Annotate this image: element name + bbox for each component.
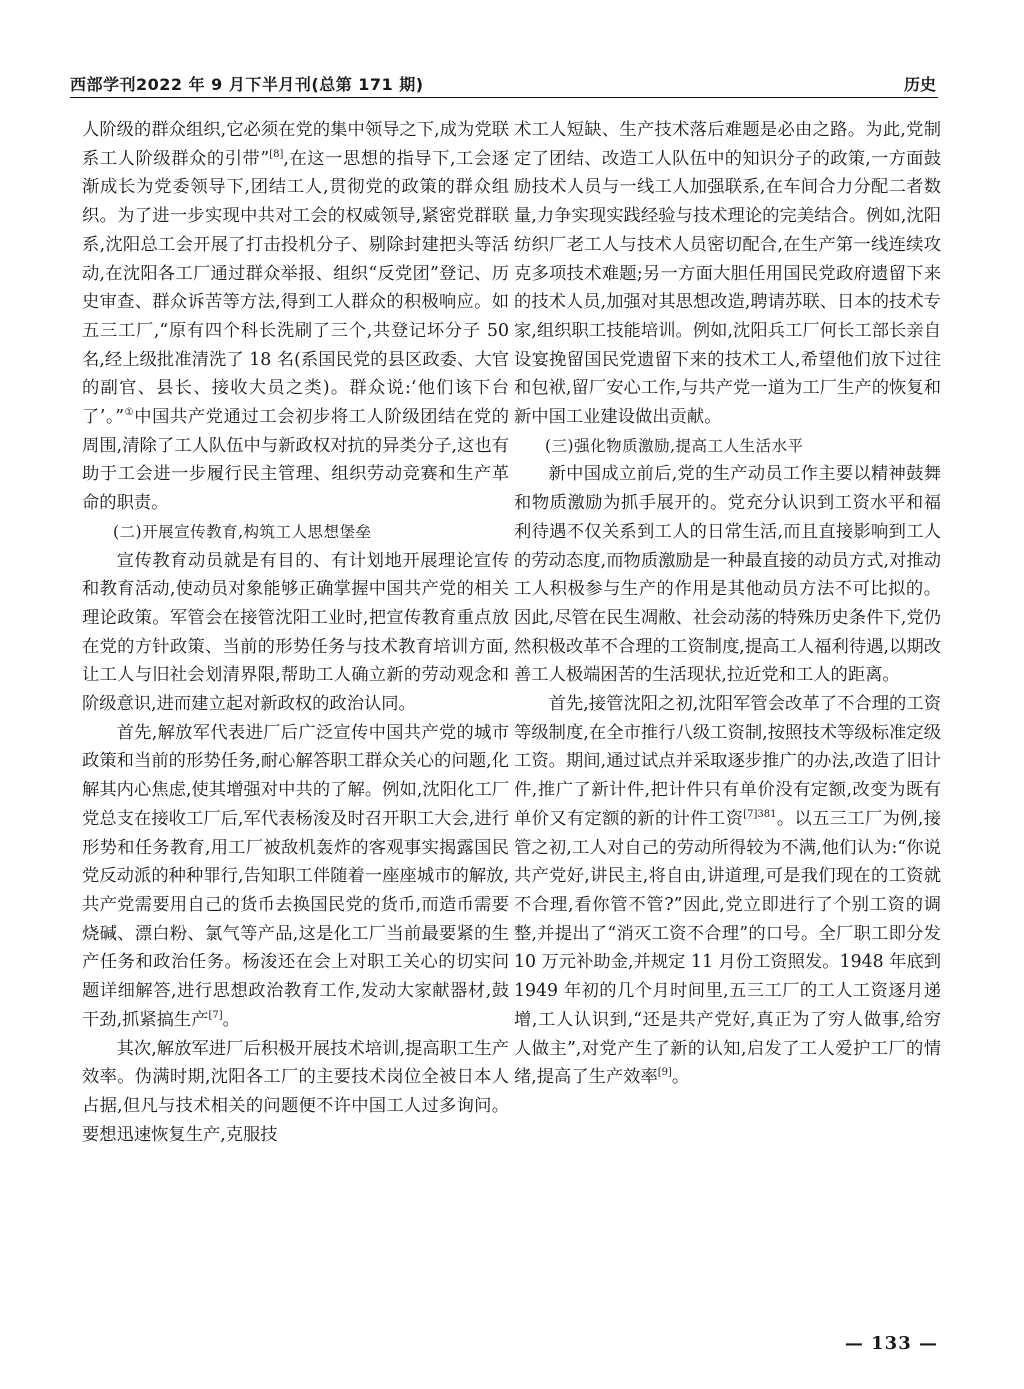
right-column [514,116,941,1092]
text-run: 术工人短缺、生产技术落后难题是必由之路。为此,党制定了团结、改造工人队伍中的知识分子的政策,一方面鼓励技术人员与一线工人加强联系,在车间合力分配二者数量,力争实现实践经验与技术理论的完美结合。例如,沈阳纺织厂老工人与技术人员密切配合,在生产第一线连续攻克多项技术难题;另一方面大胆任用国民党政府遗留下来的技术人员,加强对其思想改造,聘请苏联、日本的技术专家,组织职工技能培训。例如,沈阳兵工厂何长工部长亲自设宴挽留国民党遗留下来的技术工人,希望他们放下过往和包袱,留厂安心工作,与共产党一道为工厂生产的恢复和新中国工业建设做出贡献。 [514,120,941,428]
text-run: 中国共产党通过工会初步将工人阶级团结在党的周围,清除了工人队伍中与新政权对抗的异类分子,这也有助于工会进一步履行民主管理、组织劳动竞赛和生产革命的职责。 [82,407,509,514]
citation-marker: [8] [269,148,284,160]
text-run: 首先,接管沈阳之初,沈阳军管会改革了不合理的工资等级制度,在全市推行八级工资制,按照技术等级标准定级工资。期间,通过试点并采取逐步推广的办法,改造了旧计件,推广了新计件,把计件只有单价没有定额,改变为既有单价又有定额的新的计件工资 [514,694,941,829]
text-run: 新中国成立前后,党的生产动员工作主要以精神鼓舞和物质激励为抓手展开的。党充分认识到工资水平和福利待遇不仅关系到工人的日常生活,而且直接影响到工人的劳动态度,而物质激励是一种最直接的动员方式,对推动工人积极参与生产的作用是其他动员方法不可比拟的。因此,尽管在民生凋敝、社会动荡的特殊历史条件下,党仍然积极改革不合理的工资制度,提高工人福利待遇,以期改善工人极端困苦的生活现状,拉近党和工人的距离。 [514,464,941,686]
page-number: — 133 — [844,1333,938,1354]
text-run: 。以五三工厂为例,接管之初,工人对自己的劳动所得较为不满,他们认为:“你说共产党好,讲民主,将自由,讲道理,可是我们现在的工资就不合理,看你管不管?”因此,党立即进行了个别工资的调整,并提出了“消灭工资不合理”的口号。全厂职工即分发 10 万元补助金,并规定 11 月份工资照发。1948 年底到 1949 年初的几个月时间里,五三工厂的工人工资逐月递增,工人认识到,“还是共产党好,真正为了穷人做事,给穷人做主”,对党产生了新的认知,启发了工人爱护工厂的情绪,提高了生产效率 [514,808,941,1088]
paragraph [82,116,509,518]
text-run: 宣传教育动员就是有目的、有计划地开展理论宣传和教育活动,使动员对象能够正确掌握中国共产党的相关理论政策。军管会在接管沈阳工业时,把宣传教育重点放在党的方针政策、当前的形势任务与技术教育培训方面,让工人与旧社会划清界限,帮助工人确立新的劳动观念和阶级意识,进而建立起对新政权的政治认同。 [82,550,509,715]
paragraph [514,116,941,432]
journal-title: 西部学刊2022 年 9 月下半月刊(总第 171 期) [70,75,424,94]
paragraph [82,547,509,719]
citation-marker: ① [124,407,135,419]
header-rule [70,97,938,98]
text-run: 其次,解放军进厂后积极开展技术培训,提高职工生产效率。伪满时期,沈阳各工厂的主要技术岗位全被日本人占据,但凡与技术相关的问题便不许中国工人过多询问。要想迅速恢复生产,克服技 [82,1038,509,1145]
left-column [82,116,509,1149]
text-run: ,在这一思想的指导下,工会逐渐成长为党委领导下,团结工人,贯彻党的政策的群众组织。为了进一步实现中共对工会的权威领导,紧密党群联系,沈阳总工会开展了打击投机分子、剔除封建把头等活动,在沈阳各工厂通过群众举报、组织“反党团”登记、历史审查、群众诉苦等方法,得到工人群众的积极响应。如五三工厂,“原有四个科长洗刷了三个,共登记坏分子 50 名,经上级批准清洗了 18 名(系国民党的县区政委、大官的副官、县长、接收大员之类)。群众说:‘他们该下台了’。” [82,148,509,428]
citation-marker: [9] [657,1067,672,1079]
section-heading [514,432,941,461]
citation-marker: [7] [208,1010,223,1022]
citation-marker: [7]381 [743,809,777,821]
text-run: (二)开展宣传教育,构筑工人思想堡垒 [113,522,372,541]
section-label: 历史 [903,75,936,94]
text-run: 人阶级的群众组织,它必须在党的集中领导之下,成为党联系工人阶级群众的引带” [82,120,509,169]
paragraph [514,460,941,690]
paragraph [514,690,941,1092]
running-header [70,70,938,98]
paragraph [82,1035,509,1150]
text-run: 。 [222,1009,240,1030]
paragraph [82,719,509,1035]
text-run: 。 [671,1067,690,1088]
text-run: (三)强化物质激励,提高工人生活水平 [545,436,804,455]
section-heading [82,518,509,547]
text-run: 首先,解放军代表进厂后广泛宣传中国共产党的城市政策和当前的形势任务,耐心解答职工群众关心的问题,化解其内心焦虑,使其增强对中共的了解。例如,沈阳化工厂党总支在接收工厂后,军代表杨浚及时召开职工大会,进行形势和任务教育,用工厂被敌机轰炸的客观事实揭露国民党反动派的种种罪行,告知职工伴随着一座座城市的解放,共产党需要用自己的货币去换国民党的货币,而造币需要烧碱、漂白粉、氯气等产品,这是化工厂当前最要紧的生产任务和政治任务。杨浚还在会上对职工关心的切实问题详细解答,进行思想政治教育工作,发动大家献器材,鼓干劲,抓紧搞生产 [82,722,509,1030]
